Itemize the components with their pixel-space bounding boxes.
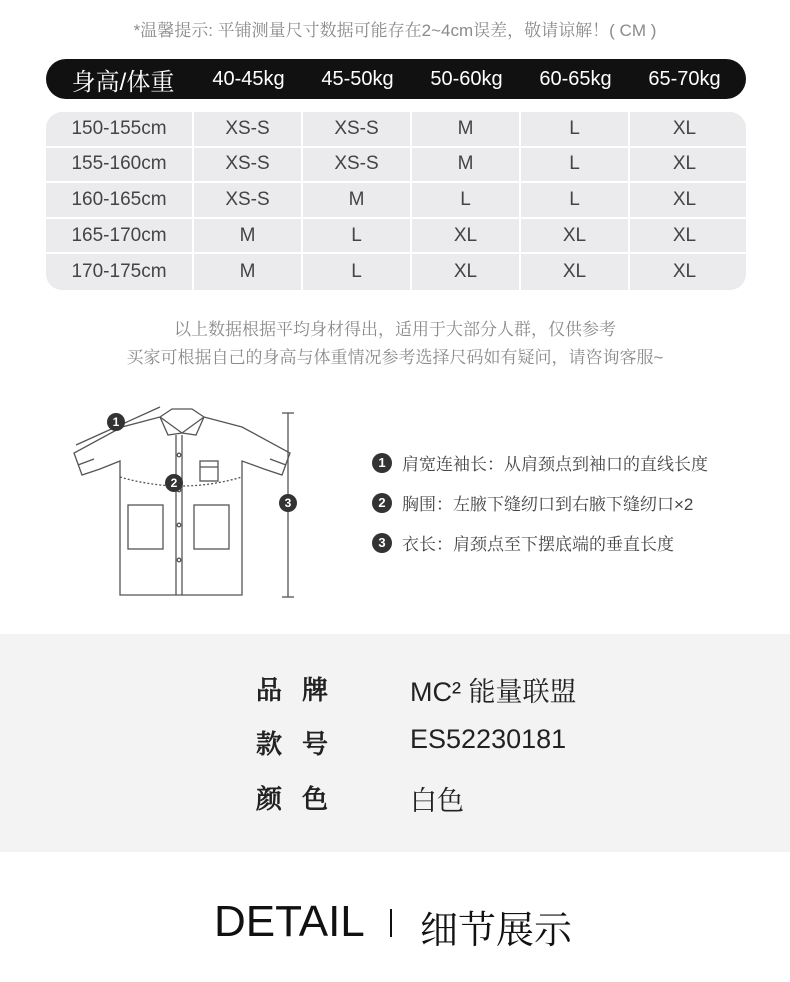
size-cell: L: [521, 183, 630, 217]
row-height: 165-170cm: [46, 219, 194, 253]
size-cell: XS-S: [194, 148, 303, 182]
header-weight: 65-70kg: [648, 67, 721, 90]
size-cell: XS-S: [303, 148, 412, 182]
legend-text: 衣长：肩颈点至下摆底端的垂直长度: [402, 535, 674, 554]
size-cell: M: [303, 183, 412, 217]
info-row-color: [0, 779, 790, 819]
size-cell: L: [521, 148, 630, 182]
shirt-outline-icon: [60, 395, 310, 605]
size-cell: XL: [412, 254, 521, 290]
product-info-panel: [0, 634, 790, 852]
info-label: 颜色: [256, 784, 349, 814]
row-height: 155-160cm: [46, 148, 194, 182]
size-cell: L: [303, 219, 412, 253]
size-chart-header: [46, 59, 746, 99]
size-note: 以上数据根据平均身材得出，适用于大部分人群，仅供参考: [174, 320, 616, 339]
size-cell: M: [194, 254, 303, 290]
size-cell: XS-S: [194, 183, 303, 217]
size-cell: L: [303, 254, 412, 290]
detail-section-title: [0, 897, 790, 957]
info-row-model: [0, 724, 790, 764]
header-weight: 40-45kg: [212, 67, 285, 90]
size-cell: M: [194, 219, 303, 253]
legend-number: 3: [372, 533, 392, 553]
size-cell: XL: [672, 153, 697, 175]
header-height-weight: 身高/体重: [71, 68, 175, 96]
marker-3: 3: [284, 496, 292, 510]
table-row: [46, 148, 746, 184]
title-divider: [390, 909, 392, 937]
legend-number: 2: [372, 493, 392, 513]
legend-text: 肩宽连袖长：从肩颈点到袖口的直线长度: [402, 455, 708, 474]
legend-item: [372, 530, 674, 555]
size-chart-table: [46, 112, 746, 290]
size-cell: XS-S: [303, 112, 412, 146]
header-weight: 45-50kg: [321, 67, 394, 90]
marker-2: 2: [170, 476, 178, 490]
size-cell: XL: [412, 219, 521, 253]
row-height: 150-155cm: [46, 112, 194, 146]
marker-1: 1: [112, 415, 120, 429]
legend-item: [372, 450, 708, 475]
size-cell: XL: [672, 261, 697, 283]
info-value: 白色: [410, 786, 464, 816]
row-height: 170-175cm: [46, 254, 194, 290]
size-cell: XL: [672, 224, 697, 246]
header-weight: 50-60kg: [430, 67, 503, 90]
legend-item: [372, 490, 693, 515]
table-row: [46, 219, 746, 255]
size-notice: *温馨提示: 平铺测量尺寸数据可能存在2~4cm误差，敬请谅解！( CM ): [133, 21, 657, 40]
info-label: 款号: [256, 729, 349, 759]
info-label: 品牌: [256, 675, 349, 705]
header-weight: 60-65kg: [539, 67, 612, 90]
detail-title-cn: 细节展示: [420, 910, 573, 952]
detail-title-en: DETAIL: [214, 897, 365, 946]
legend-text: 胸围：左腋下缝纫口到右腋下缝纫口×2: [402, 495, 694, 514]
info-value: MC² 能量联盟: [410, 677, 577, 707]
size-cell: XL: [521, 254, 630, 290]
table-row: [46, 183, 746, 219]
size-cell: XS-S: [194, 112, 303, 146]
size-cell: M: [412, 112, 521, 146]
legend-number: 1: [372, 453, 392, 473]
info-value: ES52230181: [410, 724, 567, 754]
size-cell: L: [521, 112, 630, 146]
size-cell: XL: [672, 188, 697, 210]
garment-measure-diagram: [60, 395, 310, 605]
info-row-brand: [0, 670, 790, 710]
size-cell: XL: [521, 219, 630, 253]
table-row: [46, 112, 746, 148]
size-cell: M: [412, 148, 521, 182]
size-note: 买家可根据自己的身高与体重情况参考选择尺码如有疑问，请咨询客服~: [126, 348, 664, 367]
size-cell: XL: [672, 117, 697, 139]
table-row: [46, 254, 746, 290]
size-cell: L: [412, 183, 521, 217]
row-height: 160-165cm: [46, 183, 194, 217]
